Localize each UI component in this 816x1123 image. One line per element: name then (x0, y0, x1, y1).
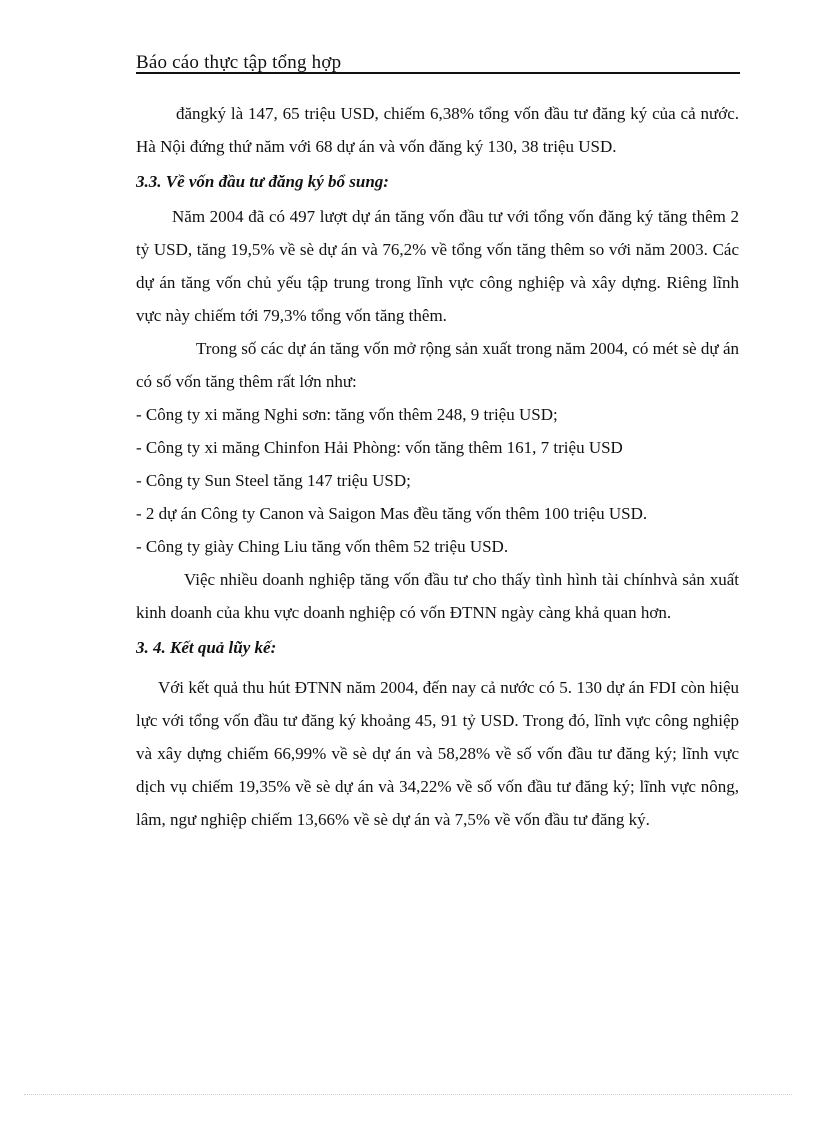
document-body (136, 97, 739, 836)
paragraph-4: Việc nhiều doanh nghiệp tăng vốn đầu tư cho thấy tình hình tài chínhvà sản xuất kinh doanh của khu vực doanh nghiệp có vốn ĐTNN ngày càng khả quan hơn. (136, 570, 739, 622)
paragraph-3: Trong số các dự án tăng vốn mở rộng sản xuất trong năm 2004, có mét sè dự án có số vốn tăng thêm rất lớn như: (136, 339, 739, 391)
paragraph-5: Với kết quả thu hút ĐTNN năm 2004, đến nay cả nước có 5. 130 dự án FDI còn hiệu lực với tổng vốn đầu tư đăng ký khoảng 45, 91 tỷ USD. Trong đó, lĩnh vực công nghiệp và xây dựng chiếm 66,99% về sè dự án và 58,28% về số vốn đầu tư đăng ký; lĩnh vực dịch vụ chiếm 19,35% về sè dự án và 34,22% về số vốn đầu tư đăng ký; lĩnh vực nông, lâm, ngư nghiệp chiếm 13,66% về sè dự án và 7,5% về vốn đầu tư đăng ký. (136, 678, 739, 829)
list-item: - Công ty Sun Steel tăng 147 triệu USD; (136, 471, 411, 490)
section-heading-3-4: 3. 4. Kết quả lũy kế: (136, 638, 277, 657)
paragraph-2: Năm 2004 đã có 497 lượt dự án tăng vốn đầu tư với tổng vốn đăng ký tăng thêm 2 tỷ USD, tăng 19,5% về sè dự án và 76,2% về tổng vốn tăng thêm so với năm 2003. Các dự án tăng vốn chủ yếu tập trung trong lĩnh vực công nghiệp và xây dựng. Riêng lĩnh vực này chiếm tới 79,3% tổng vốn tăng thêm. (136, 207, 739, 325)
header-title: Báo cáo thực tập tổng hợp (136, 52, 342, 73)
list-item: - Công ty giày Ching Liu tăng vốn thêm 52 triệu USD. (136, 537, 509, 556)
page-bottom-divider (24, 1094, 792, 1095)
list-item: - 2 dự án Công ty Canon và Saigon Mas đều tăng vốn thêm 100 triệu USD. (136, 504, 648, 523)
paragraph-1: đăngký là 147, 65 triệu USD, chiếm 6,38% tổng vốn đầu tư đăng ký của cả nước. Hà Nội đứng thứ năm với 68 dự án và vốn đăng ký 130, 38 triệu USD. (136, 104, 739, 156)
page-header (136, 50, 740, 74)
section-heading-3-3: 3.3. Về vốn đầu tư đăng ký bổ sung: (136, 172, 389, 191)
list-item: - Công ty xi măng Nghi sơn: tăng vốn thêm 248, 9 triệu USD; (136, 405, 558, 424)
list-item: - Công ty xi măng Chinfon Hải Phòng: vốn tăng thêm 161, 7 triệu USD (136, 438, 623, 457)
